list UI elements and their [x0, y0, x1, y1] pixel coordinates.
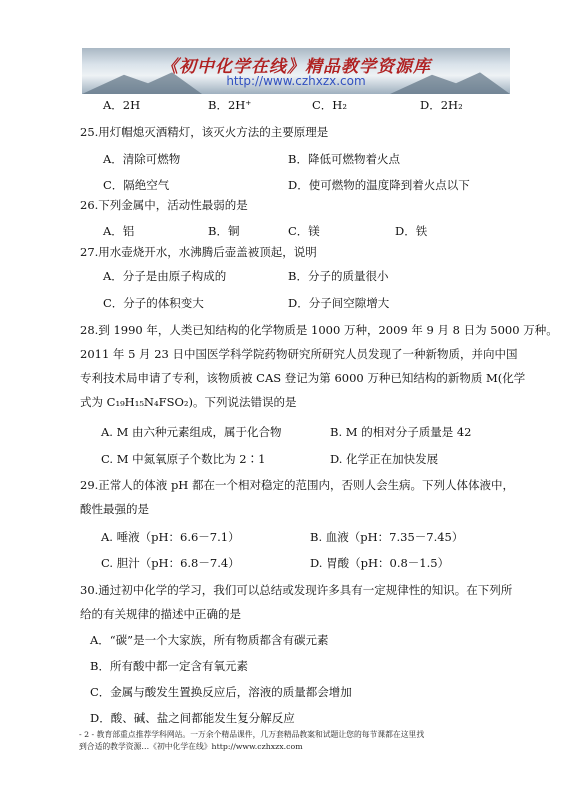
- q27-option-c: C．分子的体积变大: [103, 296, 204, 310]
- banner-url[interactable]: http://www.czhxzx.com: [226, 74, 366, 88]
- q27-option-b: B．分子的质量很小: [288, 269, 389, 283]
- q26-option-d: D．铁: [395, 224, 428, 238]
- q25-stem: 25.用灯帽熄灭酒精灯，该灭火方法的主要原理是: [80, 125, 329, 139]
- banner-title: 《初中化学在线》精品教学资源库: [161, 57, 431, 77]
- q29-option-b: B. 血液（pH：7.35－7.45）: [310, 530, 464, 544]
- q29-option-d: D. 胃酸（pH：0.8－1.5）: [310, 556, 450, 570]
- page-footer: [79, 729, 509, 753]
- q24-option-c: C．H₂: [312, 98, 347, 112]
- q30-line-2: 给的有关规律的描述中正确的是: [80, 607, 241, 621]
- q24-option-b: B．2H⁺: [208, 98, 252, 112]
- q26-option-c: C．镁: [288, 224, 320, 238]
- q30-option-c: C．金属与酸发生置换反应后，溶液的质量都会增加: [90, 685, 352, 699]
- q29-option-a: A. 唾液（pH：6.6－7.1）: [101, 530, 240, 544]
- q25-option-b: B．降低可燃物着火点: [288, 152, 400, 166]
- q29-line-2: 酸性最强的是: [80, 502, 149, 516]
- q25-option-c: C．隔绝空气: [103, 178, 170, 192]
- footer-line-1: - 2 - 教育部重点推荐学科网站。一万余个精品课件，几万套精品教案和试题让您的每节课都在这里找: [79, 730, 425, 739]
- q28-line-1: 28.到 1990 年，人类已知结构的化学物质是 1000 万种，2009 年 9 月 8 日为 5000 万种。: [80, 323, 558, 337]
- q27-option-d: D．分子间空隙增大: [288, 296, 390, 310]
- q30-option-b: B．所有酸中都一定含有氧元素: [90, 659, 248, 673]
- q24-option-a: A．2H: [103, 98, 141, 112]
- q25-option-a: A．清除可燃物: [103, 152, 181, 166]
- q28-option-b: B. M 的相对分子质量是 42: [330, 425, 472, 439]
- q28-line-2: 2011 年 5 月 23 日中国医学科学院药物研究所研究人员发现了一种新物质，并向中国: [80, 347, 518, 361]
- q30-option-a: A．“碳”是一个大家族，所有物质都含有碳元素: [90, 633, 329, 647]
- q28-line-3: 专利技术局申请了专利，该物质被 CAS 登记为第 6000 万种已知结构的新物质 M(化学: [80, 371, 526, 385]
- q25-option-d: D．使可燃物的温度降到着火点以下: [288, 178, 470, 192]
- q28-option-c: C. M 中氮氧原子个数比为 2∶1: [101, 452, 266, 466]
- q26-option-b: B．铜: [208, 224, 240, 238]
- q30-option-d: D．酸、碱、盐之间都能发生复分解反应: [90, 711, 295, 725]
- q30-line-1: 30.通过初中化学的学习，我们可以总结或发现许多具有一定规律性的知识。在下列所: [80, 583, 513, 597]
- q26-stem: 26.下列金属中，活动性最弱的是: [80, 198, 248, 212]
- q29-option-c: C. 胆汁（pH：6.8－7.4）: [101, 556, 240, 570]
- header-banner: [82, 48, 510, 94]
- q27-option-a: A．分子是由原子构成的: [103, 269, 227, 283]
- q24-option-d: D．2H₂: [420, 98, 463, 112]
- q28-line-4: 式为 C₁₉H₁₅N₄FSO₂)。下列说法错误的是: [80, 395, 297, 409]
- q28-option-a: A. M 由六种元素组成，属于化合物: [101, 425, 282, 439]
- q27-stem: 27.用水壶烧开水，水沸腾后壶盖被顶起，说明: [80, 245, 317, 259]
- q26-option-a: A．铝: [103, 224, 135, 238]
- q28-option-d: D. 化学正在加快发展: [330, 452, 439, 466]
- q29-line-1: 29.正常人的体液 pH 都在一个相对稳定的范围内，否则人会生病。下列人体体液中，: [80, 478, 514, 492]
- footer-line-2: 到合适的教学资源…《初中化学在线》http://www.czhxzx.com: [79, 742, 303, 751]
